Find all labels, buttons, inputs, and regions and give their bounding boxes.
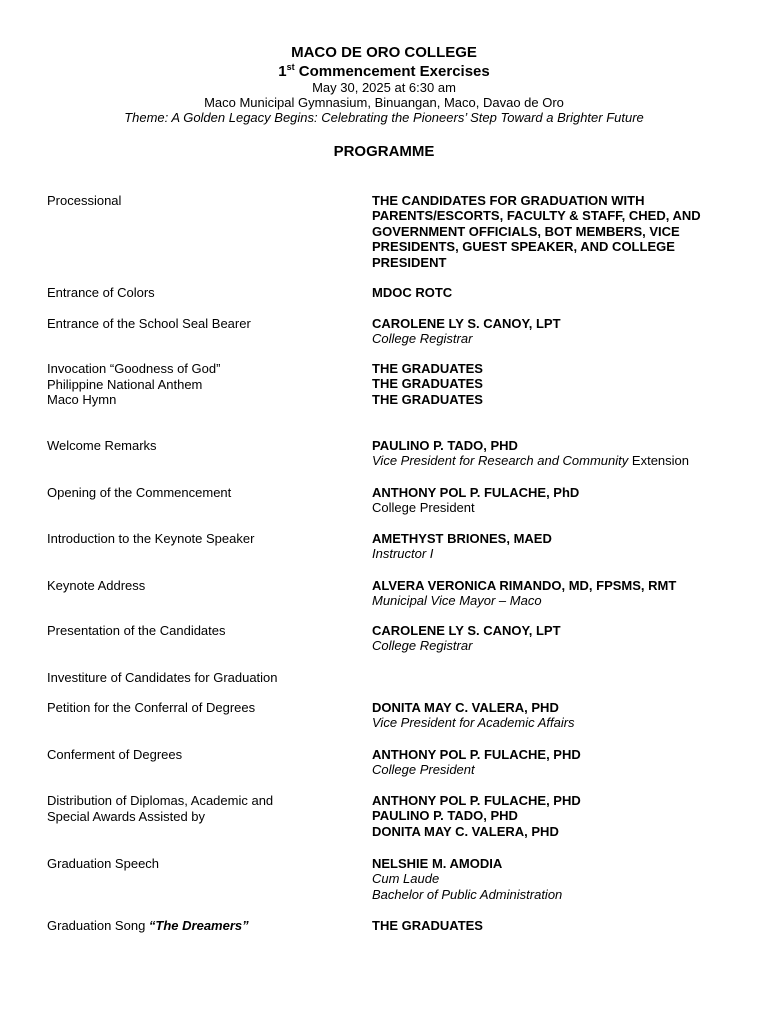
person-name: PAULINO P. TADO, PHD [372,808,518,824]
person-name: THE GRADUATES [372,918,483,933]
part-label: Welcome Remarks [47,438,157,453]
person-name: ALVERA VERONICA RIMANDO, MD, FPSMS, RMT [372,578,677,593]
person-role: College Registrar [372,638,473,654]
person-name: THE GRADUATES [372,361,483,376]
person-role-tail: Extension [631,453,689,469]
part-label: Petition for the Conferral of Degrees [47,700,256,715]
song-title: “The Dreamers” [148,918,249,933]
part-label: Maco Hymn [47,392,117,408]
part-label: Processional [47,193,122,208]
college-name: MACO DE ORO COLLEGE [291,44,477,61]
part-label: Keynote Address [47,578,146,593]
part-label: Special Awards Assisted by [47,808,206,824]
event-date-time: May 30, 2025 at 6:30 am [312,80,456,95]
event-ordinal: 1 [278,63,287,80]
event-venue: Maco Municipal Gymnasium, Binuangan, Maco, Davao de Oro [204,95,564,110]
person-role: College President [372,762,475,778]
programme-part [47,193,347,209]
programme-people: THE CANDIDATES FOR GRADUATION WITH PARENTS/ESCORTS, FACULTY & STAFF, CHED, AND GOVERNMENT OFFICIALS, BOT MEMBERS, VICE PRESIDENTS, GUEST SPEAKER, AND COLLEGE PRESIDENT [372,193,701,270]
part-label: Introduction to the Keynote Speaker [47,531,255,546]
event-theme: Theme: A Golden Legacy Begins: Celebrating the Pioneers’ Step Toward a Brighter Future [124,110,644,125]
part-label: Investiture of Candidates for Graduation [47,670,278,685]
part-label: Conferment of Degrees [47,747,183,762]
part-label: Graduation Song “The Dreamers” [47,918,249,933]
person-name: THE GRADUATES [372,391,483,407]
part-label: Entrance of the School Seal Bearer [47,316,251,331]
person-role: Vice President for Research and Community Extension [372,453,689,469]
event-title [0,62,768,80]
person-name: PAULINO P. TADO, PHD [372,438,518,453]
event-ordinal-suffix: st [286,62,295,72]
person-role: Municipal Vice Mayor – Maco [372,593,542,609]
person-role: College President [372,500,475,516]
person-honor: Cum Laude [372,871,440,887]
person-name: DONITA MAY C. VALERA, PHD [372,700,559,715]
part-label: Philippine National Anthem [47,376,203,392]
person-name: DONITA MAY C. VALERA, PHD [372,823,559,839]
person-name: ANTHONY POL P. FULACHE, PHD [372,747,581,762]
part-label: Presentation of the Candidates [47,623,226,638]
person-role: Instructor I [372,546,434,562]
person-name: ANTHONY POL P. FULACHE, PHD [372,793,581,808]
event-name: Commencement Exercises [298,63,490,80]
person-name: CAROLENE LY S. CANOY, LPT [372,316,561,331]
person-name: ANTHONY POL P. FULACHE, PhD [372,485,580,500]
person-name: NELSHIE M. AMODIA [372,856,503,871]
person-name: MDOC ROTC [372,285,453,300]
part-label: Distribution of Diplomas, Academic and [47,793,274,808]
person-role: Vice President for Academic Affairs [372,715,575,731]
part-label: Entrance of Colors [47,285,155,300]
person-name: AMETHYST BRIONES, MAED [372,531,552,546]
person-name: CAROLENE LY S. CANOY, LPT [372,623,561,638]
person-role: College Registrar [372,331,473,347]
programme-heading: PROGRAMME [333,143,435,160]
part-label: Graduation Speech [47,856,160,871]
person-name: THE GRADUATES [372,376,483,392]
part-label: Invocation “Goodness of God” [47,361,221,376]
part-label: Opening of the Commencement [47,485,232,500]
person-degree: Bachelor of Public Administration [372,886,563,902]
